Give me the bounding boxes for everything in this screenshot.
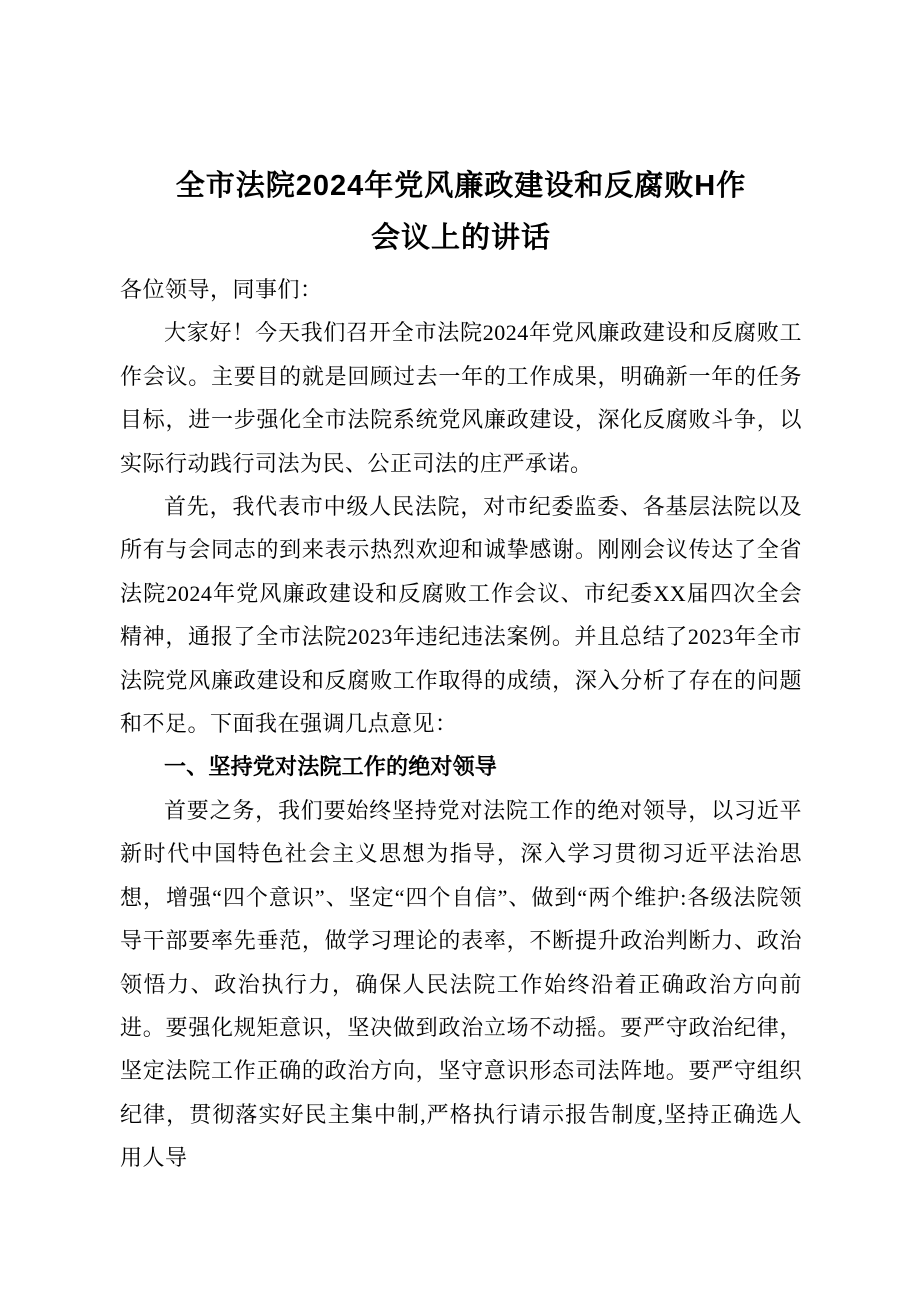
paragraph-welcome: 首先，我代表市中级人民法院，对市纪委监委、各基层法院以及所有与会同志的到来表示热烈欢迎和诚挚感谢。刚刚会议传达了全省法院2024年党风廉政建设和反腐败工作会议、市纪委XX届四次全会精神，通报了全市法院2023年违纪违法案例。并且总结了2023年全市法院党风廉政建设和反腐败工作取得的成绩，深入分析了存在的问题和不足。下面我在强调几点意见： xyxy=(120,494,802,737)
document-title xyxy=(120,160,802,264)
document-body xyxy=(120,268,802,1180)
section-heading-1: 一、坚持党对法院工作的绝对领导 xyxy=(164,754,498,780)
paragraph-section-1-body: 首要之务，我们要始终坚持党对法院工作的绝对领导，以习近平新时代中国特色社会主义思想为指导，深入学习贯彻习近平法治思想，增强“四个意识”、坚定“四个自信”、做到“两个维护:各级法院领导干部要率先垂范，做学习理论的表率，不断提升政治判断力、政治领悟力、政治执行力，确保人民法院工作始终沿着正确政治方向前进。要强化规矩意识，坚决做到政治立场不动摇。要严守政治纪律，坚定法院工作正确的政治方向，坚守意识形态司法阵地。要严守组织纪律，贯彻落实好民主集中制,严格执行请示报告制度,坚持正确选人用人导 xyxy=(120,797,802,1171)
document-title-line-2: 会议上的讲话 xyxy=(370,222,551,254)
document-title-line-1: 全市法院2024年党风廉政建设和反腐败H作 xyxy=(175,170,747,202)
salutation: 各位领导，同事们： xyxy=(120,277,323,302)
paragraph-opening: 大家好！今天我们召开全市法院2024年党风廉政建设和反腐败工作会议。主要目的就是回顾过去一年的工作成果，明确新一年的任务目标，进一步强化全市法院系统党风廉政建设，深化反腐败斗争，以实际行动践行司法为民、公正司法的庄严承诺。 xyxy=(120,320,802,476)
